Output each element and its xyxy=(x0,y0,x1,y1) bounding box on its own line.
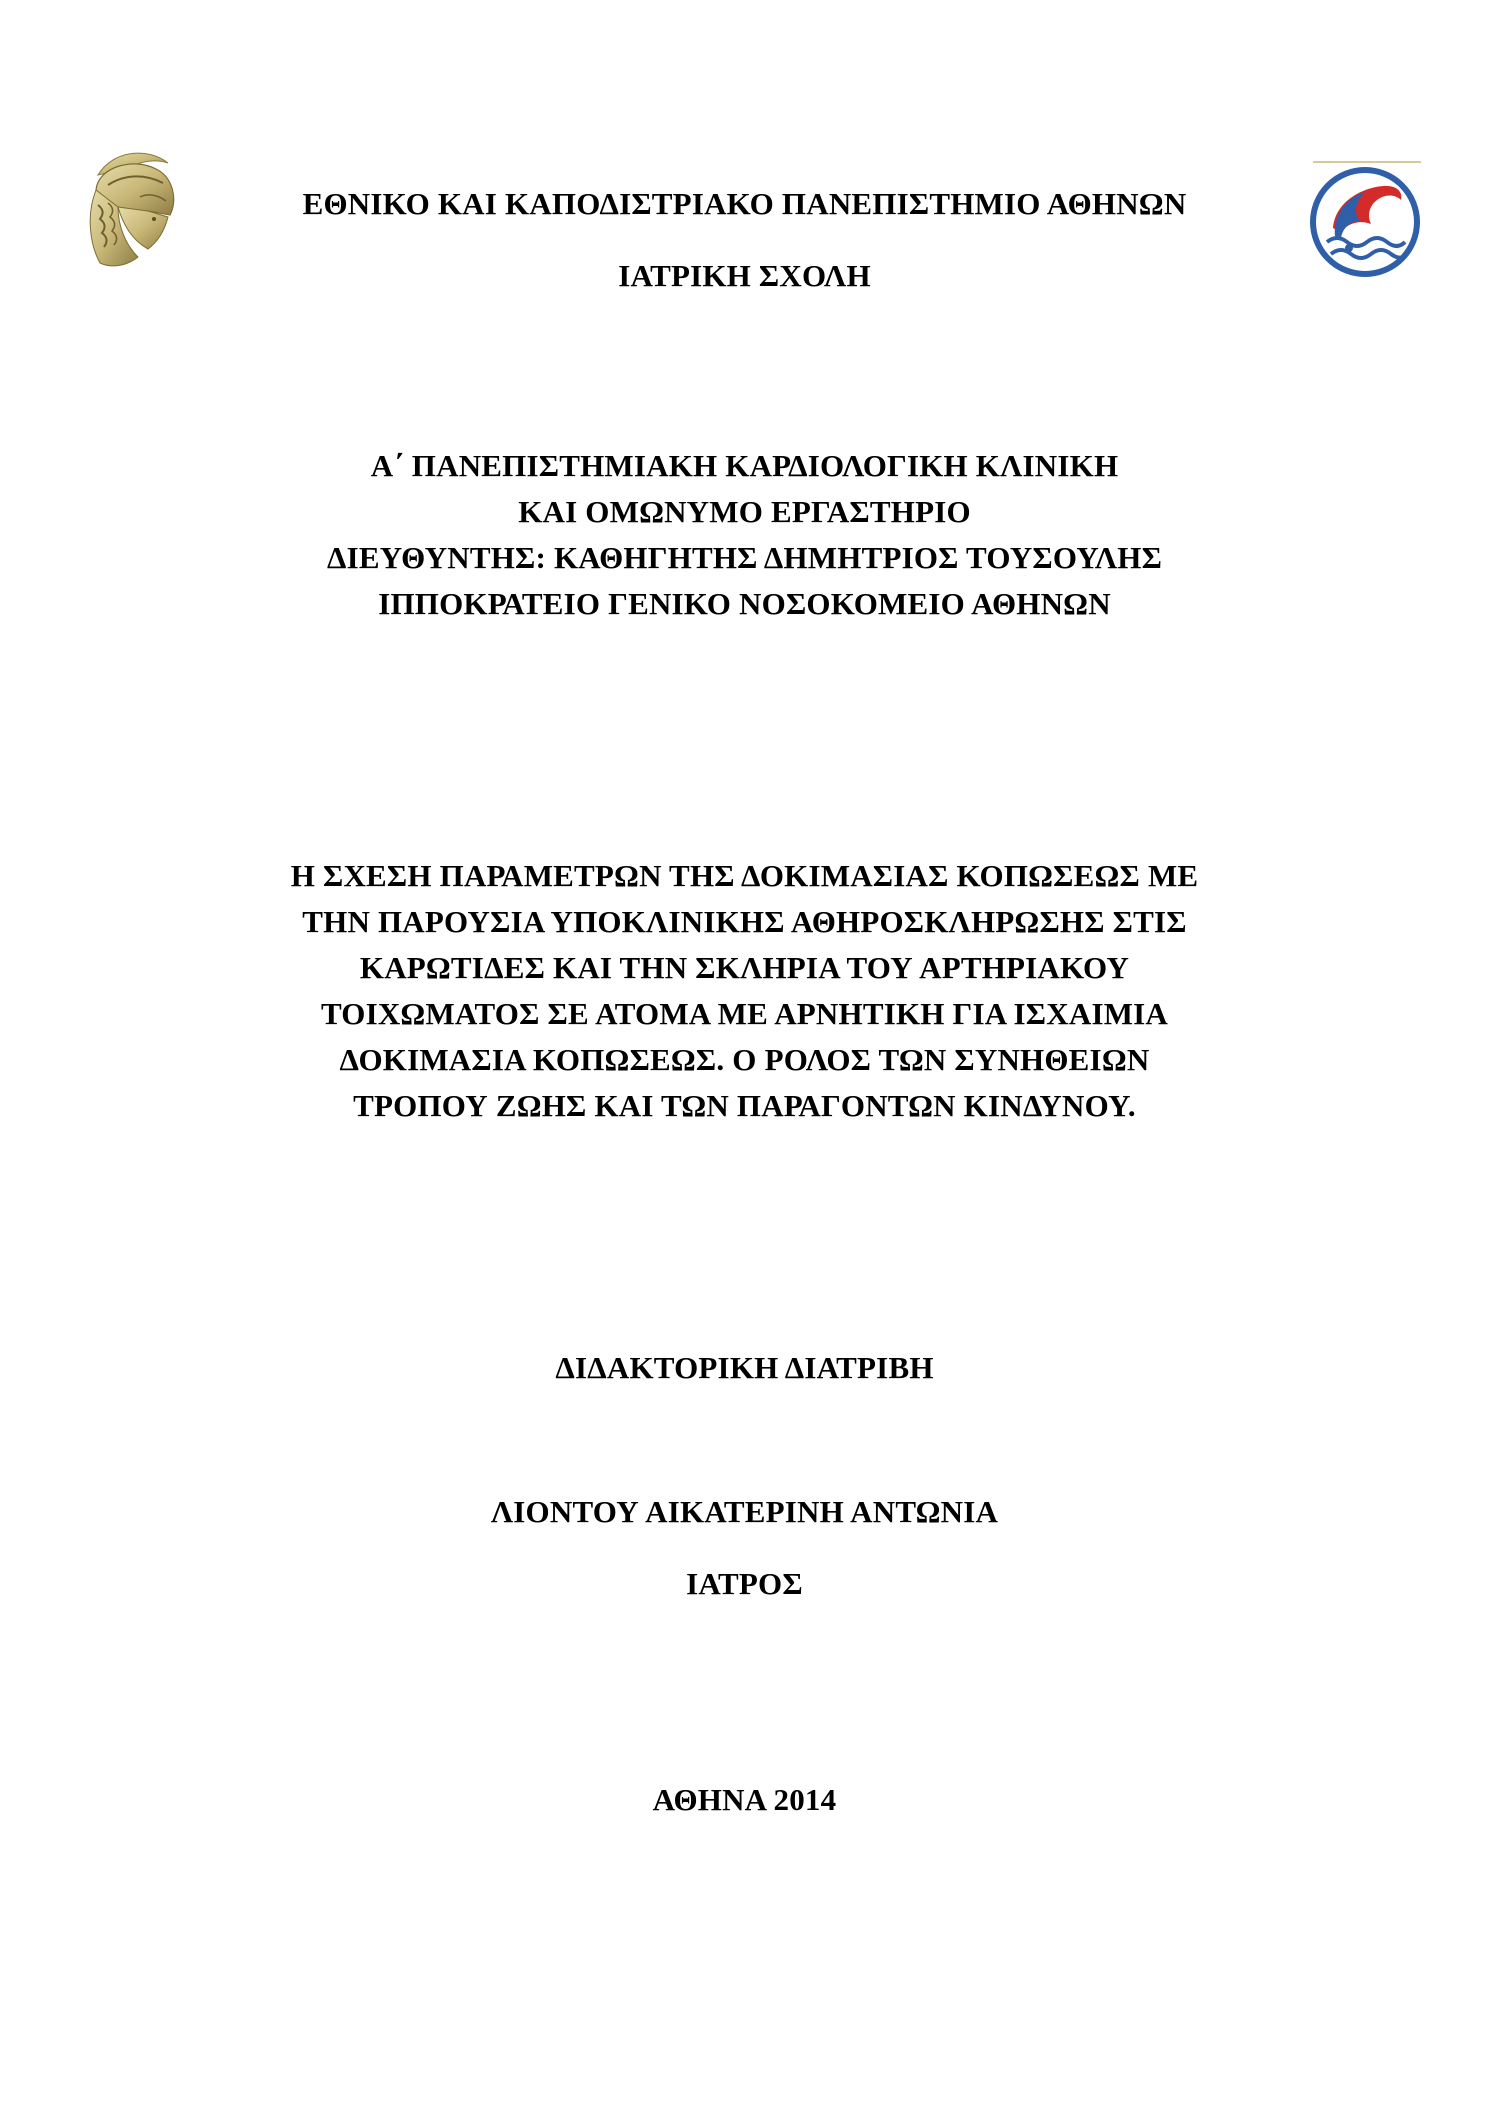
document-type: ΔΙΔΑΚΤΟΡΙΚΗ ΔΙΑΤΡΙΒΗ xyxy=(555,1350,934,1385)
thesis-title-line: Η ΣΧΕΣΗ ΠΑΡΑΜΕΤΡΩΝ ΤΗΣ ΔΟΚΙΜΑΣΙΑΣ ΚΟΠΩΣΕΩΣ ΜΕ xyxy=(290,858,1199,893)
thesis-title-line: ΤΡΟΠΟΥ ΖΩΗΣ ΚΑΙ ΤΩΝ ΠΑΡΑΓΟΝΤΩΝ ΚΙΝΔΥΝΟΥ. xyxy=(353,1088,1136,1123)
thesis-title-line: ΚΑΡΩΤΙΔΕΣ ΚΑΙ ΤΗΝ ΣΚΛΗΡΙΑ ΤΟΥ ΑΡΤΗΡΙΑΚΟΥ xyxy=(359,950,1130,985)
thesis-title-line: ΔΟΚΙΜΑΣΙΑ ΚΟΠΩΣΕΩΣ. Ο ΡΟΛΟΣ ΤΩΝ ΣΥΝΗΘΕΙΩΝ xyxy=(339,1042,1150,1077)
clinic-line: ΚΑΙ ΟΜΩΝΥΜΟ ΕΡΓΑΣΤΗΡΙΟ xyxy=(518,494,971,529)
author-name: ΛΙΟΝΤΟΥ ΑΙΚΑΤΕΡΙΝΗ ΑΝΤΩΝΙΑ xyxy=(490,1494,999,1529)
university-name: ΕΘΝΙΚΟ ΚΑΙ ΚΑΠΟΔΙΣΤΡΙΑΚΟ ΠΑΝΕΠΙΣΤΗΜΙΟ ΑΘΗΝΩΝ xyxy=(302,186,1187,221)
school-name: ΙΑΤΡΙΚΗ ΣΧΟΛΗ xyxy=(618,258,871,293)
clinic-line: Α΄ ΠΑΝΕΠΙΣΤΗΜΙΑΚΗ ΚΑΡΔΙΟΛΟΓΙΚΗ ΚΛΙΝΙΚΗ xyxy=(370,448,1119,483)
place-year: ΑΘΗΝΑ 2014 xyxy=(652,1782,837,1817)
author-profession: ΙΑΤΡΟΣ xyxy=(686,1566,803,1601)
clinic-director-line: ΔΙΕΥΘΥΝΤΗΣ: ΚΑΘΗΓΗΤΗΣ ΔΗΜΗΤΡΙΟΣ ΤΟΥΣΟΥΛΗΣ xyxy=(326,540,1163,575)
hospital-line: ΙΠΠΟΚΡΑΤΕΙΟ ΓΕΝΙΚΟ ΝΟΣΟΚΟΜΕΙΟ ΑΘΗΝΩΝ xyxy=(378,586,1111,621)
thesis-title-line: ΤΟΙΧΩΜΑΤΟΣ ΣΕ ΑΤΟΜΑ ΜΕ ΑΡΝΗΤΙΚΗ ΓΙΑ ΙΣΧΑΙΜΙΑ xyxy=(320,996,1169,1031)
thesis-title-line: ΤΗΝ ΠΑΡΟΥΣΙΑ ΥΠΟΚΛΙΝΙΚΗΣ ΑΘΗΡΟΣΚΛΗΡΩΣΗΣ ΣΤΙΣ xyxy=(302,904,1187,939)
